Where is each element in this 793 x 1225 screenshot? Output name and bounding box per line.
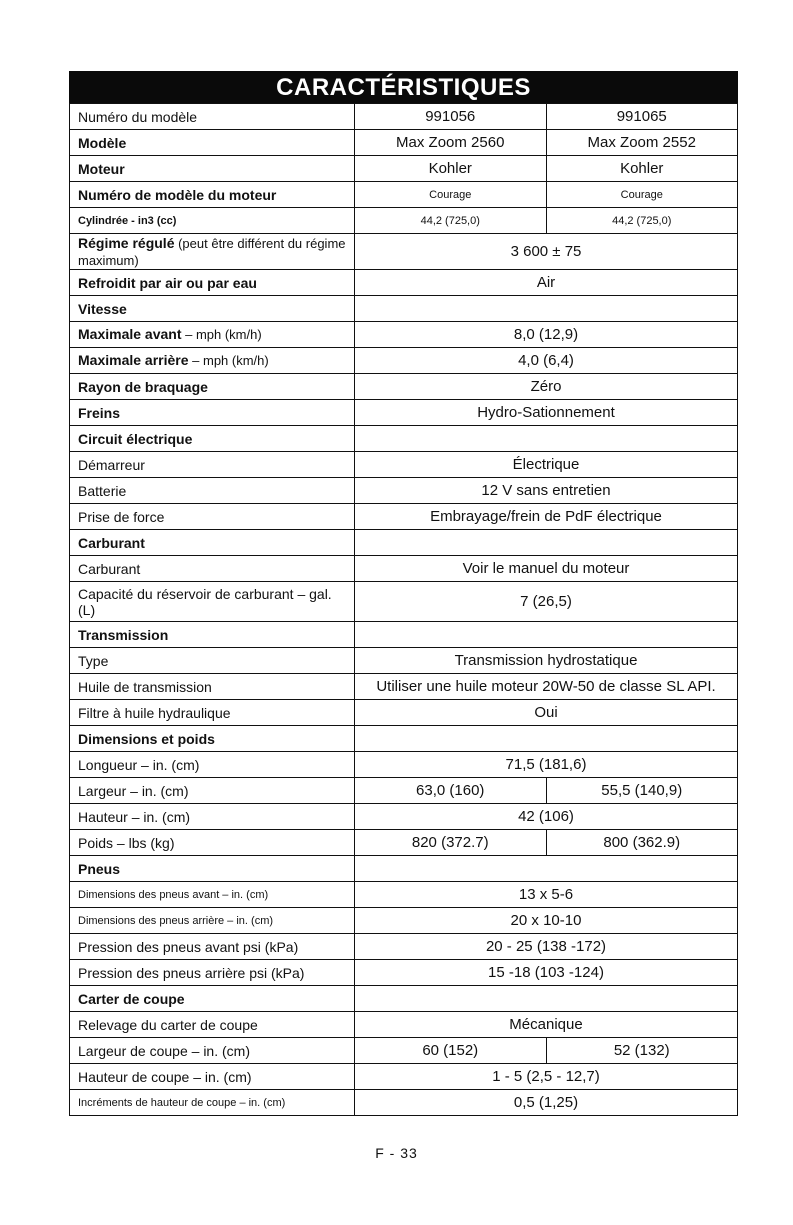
spec-label (70, 270, 355, 296)
spec-label (70, 234, 355, 270)
spec-label (70, 322, 355, 348)
spec-value: 20 x 10-10 (355, 908, 738, 934)
table-row (70, 130, 738, 156)
spec-label-text: Maximale avant (78, 326, 182, 342)
spec-label (70, 700, 355, 726)
table-row (70, 234, 738, 270)
spec-label-text: Hauteur – in. (cm) (78, 808, 191, 825)
spec-value: Zéro (355, 374, 738, 400)
spec-label-text: Type (78, 652, 109, 669)
spec-label-text: Modèle (78, 134, 127, 151)
spec-label-text: Pression des pneus avant psi (kPa) (78, 938, 299, 955)
spec-value (355, 426, 738, 452)
table-row (70, 556, 738, 582)
table-row (70, 1090, 738, 1116)
spec-value: Kohler (546, 156, 738, 182)
table-row (70, 322, 738, 348)
spec-label-text: Rayon de braquage (78, 378, 208, 395)
spec-label-text: Longueur – in. (cm) (78, 756, 200, 773)
table-row (70, 1064, 738, 1090)
spec-label-text: Largeur – in. (cm) (78, 782, 189, 799)
spec-value: 60 (152) (355, 1038, 547, 1064)
table-row (70, 208, 738, 234)
spec-label (70, 208, 355, 234)
spec-label-text: Carburant (78, 534, 145, 551)
page-title: CARACTÉRISTIQUES (69, 71, 738, 103)
spec-value: Utiliser une huile moteur 20W-50 de classe SL API. (355, 674, 738, 700)
spec-value (355, 296, 738, 322)
spec-label (70, 1090, 355, 1116)
table-row (70, 156, 738, 182)
spec-value: 71,5 (181,6) (355, 752, 738, 778)
table-row (70, 104, 738, 130)
table-row (70, 348, 738, 374)
spec-label-note: – mph (km/h) (188, 353, 269, 368)
table-row (70, 700, 738, 726)
table-row (70, 452, 738, 478)
table-row (70, 882, 738, 908)
spec-label-text: Moteur (78, 160, 125, 177)
spec-label-text: Relevage du carter de coupe (78, 1016, 258, 1033)
spec-label-text: Numéro du modèle (78, 108, 198, 125)
table-row (70, 478, 738, 504)
spec-value: Kohler (355, 156, 547, 182)
table-row (70, 934, 738, 960)
spec-label (70, 452, 355, 478)
spec-label-text: Huile de transmission (78, 678, 212, 695)
spec-value: Mécanique (355, 1012, 738, 1038)
spec-value: Transmission hydrostatique (355, 648, 738, 674)
spec-label (70, 934, 355, 960)
spec-value: Hydro-Sationnement (355, 400, 738, 426)
spec-value: 15 -18 (103 -124) (355, 960, 738, 986)
spec-value (355, 856, 738, 882)
spec-value: 12 V sans entretien (355, 478, 738, 504)
spec-label (70, 960, 355, 986)
spec-label (70, 622, 355, 648)
spec-label-text: Capacité du réservoir de carburant – gal. (L) (78, 585, 332, 618)
table-row (70, 804, 738, 830)
spec-label (70, 582, 355, 622)
spec-label-text: Incréments de hauteur de coupe – in. (cm) (78, 1096, 286, 1109)
table-row (70, 778, 738, 804)
spec-value: 1 - 5 (2,5 - 12,7) (355, 1064, 738, 1090)
spec-value (355, 622, 738, 648)
spec-value: 991065 (546, 104, 738, 130)
page-number: F - 33 (375, 1145, 418, 1161)
spec-value: 0,5 (1,25) (355, 1090, 738, 1116)
spec-value: Oui (355, 700, 738, 726)
table-row (70, 960, 738, 986)
table-row (70, 830, 738, 856)
spec-label (70, 1038, 355, 1064)
spec-label-text: Dimensions des pneus avant – in. (cm) (78, 888, 269, 901)
spec-label-note: – mph (km/h) (181, 327, 262, 342)
spec-label (70, 830, 355, 856)
spec-label (70, 1064, 355, 1090)
spec-label (70, 648, 355, 674)
spec-label-text: Maximale arrière (78, 352, 189, 368)
spec-label (70, 882, 355, 908)
spec-value: Max Zoom 2560 (355, 130, 547, 156)
spec-label-text: Vitesse (78, 300, 127, 317)
spec-value: Courage (546, 182, 738, 208)
table-row (70, 1012, 738, 1038)
table-row (70, 504, 738, 530)
table-row (70, 908, 738, 934)
spec-value: 820 (372.7) (355, 830, 547, 856)
spec-value (355, 986, 738, 1012)
spec-label (70, 182, 355, 208)
spec-label-text: Démarreur (78, 456, 145, 473)
spec-value: 44,2 (725,0) (546, 208, 738, 234)
spec-label-text: Batterie (78, 482, 127, 499)
spec-label (70, 130, 355, 156)
table-row (70, 530, 738, 556)
spec-value: 52 (132) (546, 1038, 738, 1064)
spec-label (70, 986, 355, 1012)
spec-label-text: Carter de coupe (78, 990, 185, 1007)
specifications-table (69, 103, 738, 1116)
spec-label-text: Carburant (78, 560, 141, 577)
spec-label-text: Cylindrée - in3 (cc) (78, 214, 177, 227)
spec-value: 4,0 (6,4) (355, 348, 738, 374)
table-row (70, 182, 738, 208)
spec-value (355, 530, 738, 556)
spec-label (70, 530, 355, 556)
spec-value: 44,2 (725,0) (355, 208, 547, 234)
spec-label (70, 504, 355, 530)
spec-label (70, 374, 355, 400)
spec-value: Courage (355, 182, 547, 208)
spec-label-text: Hauteur de coupe – in. (cm) (78, 1068, 252, 1085)
spec-label (70, 908, 355, 934)
spec-value: 991056 (355, 104, 547, 130)
spec-value: Air (355, 270, 738, 296)
spec-label (70, 726, 355, 752)
spec-label-text: Filtre à huile hydraulique (78, 704, 231, 721)
spec-label (70, 674, 355, 700)
table-row (70, 400, 738, 426)
spec-value: 3 600 ± 75 (355, 234, 738, 270)
table-row (70, 582, 738, 622)
spec-label (70, 856, 355, 882)
spec-label (70, 348, 355, 374)
spec-label (70, 752, 355, 778)
table-row (70, 296, 738, 322)
spec-value: 13 x 5-6 (355, 882, 738, 908)
spec-label-text: Régime régulé (78, 234, 175, 251)
spec-label-text: Numéro de modèle du moteur (78, 186, 277, 203)
spec-value: 42 (106) (355, 804, 738, 830)
spec-value: Voir le manuel du moteur (355, 556, 738, 582)
spec-label (70, 104, 355, 130)
spec-label (70, 478, 355, 504)
spec-value: Embrayage/frein de PdF électrique (355, 504, 738, 530)
spec-label-text: Dimensions des pneus arrière – in. (cm) (78, 914, 274, 927)
spec-value (355, 726, 738, 752)
spec-label (70, 426, 355, 452)
specifications-sheet (69, 71, 738, 1116)
table-row (70, 1038, 738, 1064)
table-row (70, 648, 738, 674)
table-row (70, 674, 738, 700)
spec-label-note: (peut être différent du régime maximum) (78, 235, 346, 268)
spec-label-text: Circuit électrique (78, 430, 193, 447)
table-row (70, 986, 738, 1012)
spec-label (70, 296, 355, 322)
spec-label (70, 400, 355, 426)
spec-label-text: Poids – lbs (kg) (78, 834, 175, 851)
spec-label-text: Prise de force (78, 508, 165, 525)
table-row (70, 726, 738, 752)
spec-value: Électrique (355, 452, 738, 478)
table-row (70, 622, 738, 648)
table-row (70, 752, 738, 778)
table-row (70, 426, 738, 452)
spec-value: 8,0 (12,9) (355, 322, 738, 348)
table-row (70, 270, 738, 296)
spec-label (70, 556, 355, 582)
spec-label (70, 1012, 355, 1038)
spec-value: 800 (362.9) (546, 830, 738, 856)
spec-label-text: Transmission (78, 626, 169, 643)
spec-value: 63,0 (160) (355, 778, 547, 804)
spec-label-text: Freins (78, 404, 121, 421)
spec-label-text: Dimensions et poids (78, 730, 215, 747)
table-row (70, 374, 738, 400)
spec-label-text: Pneus (78, 860, 121, 877)
spec-value: Max Zoom 2552 (546, 130, 738, 156)
spec-label-text: Refroidit par air ou par eau (78, 274, 257, 291)
spec-value: 20 - 25 (138 -172) (355, 934, 738, 960)
spec-label (70, 156, 355, 182)
spec-label-text: Largeur de coupe – in. (cm) (78, 1042, 250, 1059)
table-row (70, 856, 738, 882)
spec-value: 55,5 (140,9) (546, 778, 738, 804)
spec-label-text: Pression des pneus arrière psi (kPa) (78, 964, 305, 981)
spec-label (70, 778, 355, 804)
spec-label (70, 804, 355, 830)
spec-value: 7 (26,5) (355, 582, 738, 622)
